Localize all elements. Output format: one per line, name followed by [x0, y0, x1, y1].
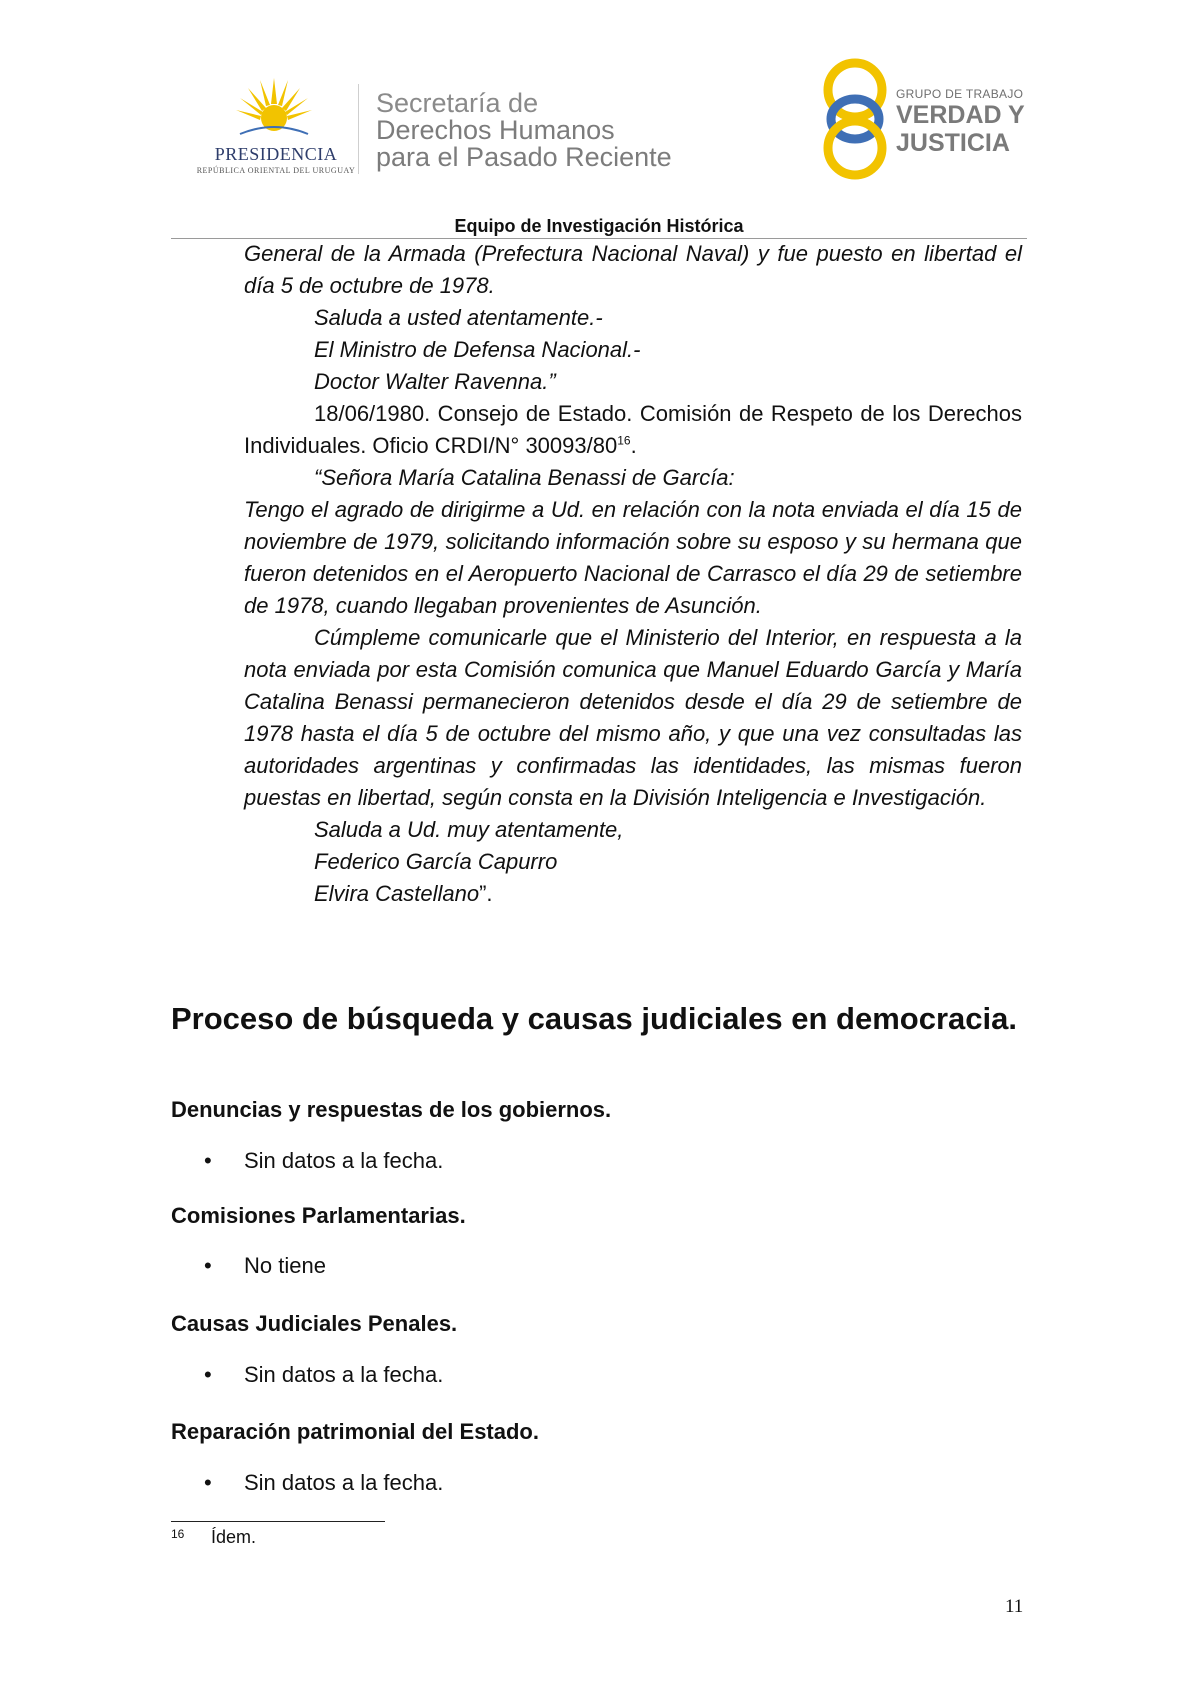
subsection-heading-reparacion: Reparación patrimonial del Estado.: [171, 1419, 539, 1444]
paragraph-1: General de la Armada (Prefectura Nacional Naval) y fue puesto en libertad el día 5 de octubre de 1978.: [244, 241, 1022, 298]
signature-1-line-2: El Ministro de Defensa Nacional.-: [314, 337, 641, 362]
secretaria-logo-text: [376, 90, 672, 171]
secretaria-line-1: Secretaría de: [376, 88, 539, 118]
bullet-item-reparacion: [204, 1470, 443, 1496]
bullet-text: Sin datos a la fecha.: [244, 1470, 444, 1495]
subsection-heading-denuncias: Denuncias y respuestas de los gobiernos.: [171, 1097, 612, 1122]
verdad-justicia-text: [896, 88, 1025, 156]
subsection-heading-causas: Causas Judiciales Penales.: [171, 1311, 458, 1336]
paragraph-3: Cúmpleme comunicarle que el Ministerio del Interior, en respuesta a la nota enviada por esta Comisión comunica que Manuel Eduardo García y María Catalina Benassi permanecieron detenidos desde el día 29 de setiembre de 1978 hasta el día 5 de octubre del mismo año, y que una vez consultadas las autoridades argentinas y confirmadas las identidades, las mismas fueron puestas en libertad, según consta en la División Inteligencia e Investigación.: [244, 625, 1022, 810]
section-title: Proceso de búsqueda y causas judiciales en democracia.: [171, 1001, 1017, 1036]
logo-divider: [358, 84, 359, 174]
bullet-text: No tiene: [244, 1253, 326, 1278]
reference-paragraph: [244, 398, 1022, 462]
footnote-text: Ídem.: [211, 1527, 257, 1547]
bullet-text: Sin datos a la fecha.: [244, 1148, 444, 1173]
signature-2-line-3: [244, 878, 1022, 910]
footnote-ref[interactable]: 16: [617, 433, 631, 448]
footnote-number: 16: [171, 1527, 185, 1541]
page-header: [0, 0, 1190, 240]
secretaria-line-3: para el Pasado Reciente: [376, 142, 672, 172]
reference-text: 18/06/1980. Consejo de Estado. Comisión de Respeto de los Derechos Individuales. Oficio CRDI/N° 30093/80: [244, 401, 1022, 458]
bullet-icon: •: [204, 1362, 212, 1387]
bullet-icon: •: [204, 1253, 212, 1278]
page-number: 11: [1005, 1596, 1024, 1617]
signature-2-name: Elvira Castellano: [314, 881, 480, 906]
signature-2-end: ”.: [479, 881, 493, 906]
salutation: “Señora María Catalina Benassi de García:: [314, 465, 735, 490]
bullet-icon: •: [204, 1470, 212, 1495]
subsection-heading-comisiones: Comisiones Parlamentarias.: [171, 1203, 466, 1228]
letter-body: [244, 238, 1022, 910]
sun-icon: [234, 78, 314, 138]
verdad-justicia-logo: [820, 56, 1030, 182]
bullet-item-denuncias: [204, 1148, 443, 1174]
footnote-rule: [171, 1521, 385, 1522]
bullet-item-causas: [204, 1362, 443, 1388]
bullet-item-comisiones: [204, 1253, 326, 1279]
bullet-icon: •: [204, 1148, 212, 1173]
bullet-text: Sin datos a la fecha.: [244, 1362, 444, 1387]
gt-small-label: GRUPO DE TRABAJO: [896, 87, 1024, 101]
paragraph-2: Tengo el agrado de dirigirme a Ud. en relación con la nota enviada el día 15 de noviembre de 1979, solicitando información sobre su esposo y su hermana que fueron detenidos en el Aeropuerto Nacional de Carrasco el día 29 de setiembre de 1978, cuando llegaban provenientes de Asunción.: [244, 497, 1022, 618]
presidencia-name: PRESIDENCIA: [214, 144, 338, 164]
signature-2-line-1: Saluda a Ud. muy atentamente,: [314, 817, 624, 842]
signature-1-line-1: Saluda a usted atentamente.-: [314, 305, 603, 330]
linked-rings-icon: [820, 56, 890, 182]
presidencia-subtitle: REPÚBLICA ORIENTAL DEL URUGUAY: [196, 166, 356, 175]
signature-2-line-2: Federico García Capurro: [314, 849, 558, 874]
secretaria-line-2: Derechos Humanos: [376, 115, 615, 145]
footnote: [171, 1527, 256, 1548]
gt-line-2: JUSTICIA: [896, 129, 1010, 157]
signature-1-line-3: Doctor Walter Ravenna.”: [314, 369, 556, 394]
team-title: Equipo de Investigación Histórica: [454, 216, 744, 236]
presidencia-logo: [196, 78, 356, 178]
gt-line-1: VERDAD Y: [896, 101, 1025, 129]
reference-end: .: [630, 433, 637, 458]
